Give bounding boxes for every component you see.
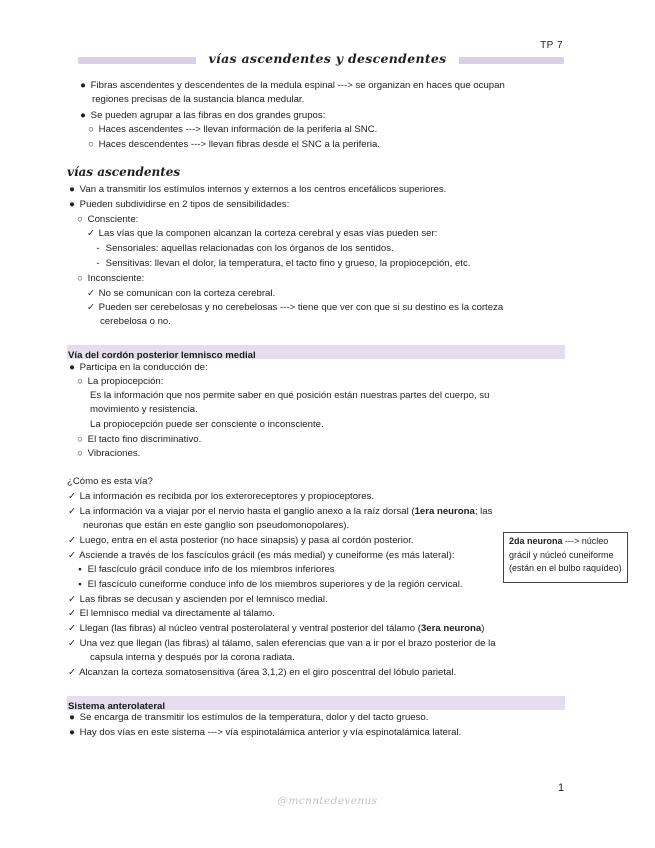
cordon-line-2: Es la información que nos permite saber en qué posición están nuestras partes del cuerpo, su (90, 390, 490, 401)
asc-line-9: cerebelosa o no. (100, 316, 171, 327)
note-box-text: ---> núcleo grácil y núcleó cuneiforme (están en el bulbo raquídeo) (509, 536, 622, 573)
intro-line-4: ○ Haces descendentes ---> llevan fibras desde el SNC a la periferia. (88, 139, 380, 150)
cordon-line-5: ○ El tacto fino discriminativo. (77, 434, 202, 445)
intro-line-1: regiones precisas de la sustancia blanca medular. (92, 94, 305, 105)
cordon-step-4: ✓ Asciende a través de los fascículos grácil (es más medial) y cuneiforme (es más lateral): (67, 550, 455, 561)
asc-line-3: ✓ Las vías que la componen alcanzan la corteza cerebral y esas vías pueden ser: (86, 228, 438, 239)
cordon-step-2: neuronas que están en este ganglio son pseudomonopolares). (83, 520, 350, 531)
asc-line-4: - Sensoriales: aquellas relacionadas con los órganos de los sentidos. (96, 243, 394, 254)
asc-line-5: - Sensitivas: llevan el dolor, la temperatura, el tacto fino y grueso, la propiocepción, etc. (96, 258, 471, 269)
asc-line-8: ✓ Pueden ser cerebelosas y no cerebelosas ---> tiene que ver con que si su destino es la corteza (86, 302, 504, 313)
tp-label: TP 7 (540, 40, 563, 51)
asc-line-0: ● Van a transmitir los estímulos internos y externos a los centros encefálicos superiores. (69, 184, 447, 195)
cordon-step-1: ✓ La información va a viajar por el nervio hasta el ganglio anexo a la raíz dorsal (1era neurona; las (67, 506, 493, 517)
cordon-line-1: ○ La propiocepción: (77, 376, 164, 387)
cordon-step-9: ✓ Llegan (las fibras) al núcleo ventral posterolateral y ventral posterior del tálamo (3era neurona) (67, 623, 485, 634)
cordon-step-5: ▪ El fascículo grácil conduce info de los miembros inferiores (78, 564, 335, 575)
page-number: 1 (558, 782, 565, 794)
cordon-step-12: ✓ Alcanzan la corteza somatosensitiva (área 3,1,2) en el giro poscentral del lóbulo parietal. (67, 667, 457, 678)
asc-line-6: ○ Inconsciente: (77, 273, 145, 284)
section-highlight-cordon (67, 345, 565, 359)
cordon-step-10: ✓ Una vez que llegan (las fibras) al tálamo, salen eferencias que van a ir por el brazo posterior de la (67, 638, 496, 649)
section-heading-ascendentes: vías ascendentes (67, 165, 181, 179)
cordon-step-8: ✓ El lemnisco medial va directamente al tálamo. (67, 608, 275, 619)
cordon-question: ¿Cómo es esta vía? (67, 476, 153, 487)
asc-line-2: ○ Consciente: (77, 214, 139, 225)
note-box-bold: 2da neurona (509, 536, 563, 546)
cordon-line-4: La propiocepción puede ser consciente o inconsciente. (90, 419, 324, 430)
cordon-step-0: ✓ La información es recibida por los exteroreceptores y propioceptores. (67, 491, 375, 502)
cordon-step-6: ▪ El fascículo cuneiforme conduce info de los miembros superiores y de la región cervical. (78, 579, 463, 590)
section-heading-cordon: Vía del cordón posterior lemnisco medial (68, 350, 256, 361)
asc-line-7: ✓ No se comunican con la corteza cerebral. (86, 288, 276, 299)
intro-line-2: ● Se pueden agrupar a las fibras en dos grandes grupos: (80, 110, 326, 121)
watermark: @mcnntedevenus (277, 795, 378, 807)
cordon-line-0: ● Participa en la conducción de: (69, 362, 208, 373)
intro-line-3: ○ Haces ascendentes ---> llevan información de la periferia al SNC. (88, 124, 378, 135)
cordon-line-3: movimiento y resistencia. (90, 404, 198, 415)
antero-line-1: ● Hay dos vías en este sistema ---> vía espinotalámica anterior y vía espinotalámica lateral. (69, 727, 462, 738)
page-title-wrap (0, 50, 655, 68)
section-heading-anterolateral: Sistema anterolateral (68, 701, 166, 712)
antero-line-0: ● Se encarga de transmitir los estímulos de la temperatura, dolor y del tacto grueso. (69, 712, 429, 723)
asc-line-1: ● Pueden subdividirse en 2 tipos de sensibilidades: (69, 199, 290, 210)
page-title: vías ascendentes y descendentes (196, 51, 458, 66)
section-highlight-anterolateral (67, 696, 565, 710)
cordon-step-3: ✓ Luego, entra en el asta posterior (no hace sinapsis) y pasa al cordón posterior. (67, 535, 414, 546)
intro-line-0: ● Fibras ascendentes y descendentes de la medula espinal ---> se organizan en haces que ocupan (80, 80, 505, 91)
cordon-line-6: ○ Vibraciones. (77, 448, 141, 459)
cordon-step-11: capsula interna y después por la corona radiata. (90, 652, 295, 663)
note-box-2da-neurona (503, 532, 628, 583)
cordon-step-7: ✓ Las fibras se decusan y ascienden por el lemnisco medial. (67, 594, 328, 605)
